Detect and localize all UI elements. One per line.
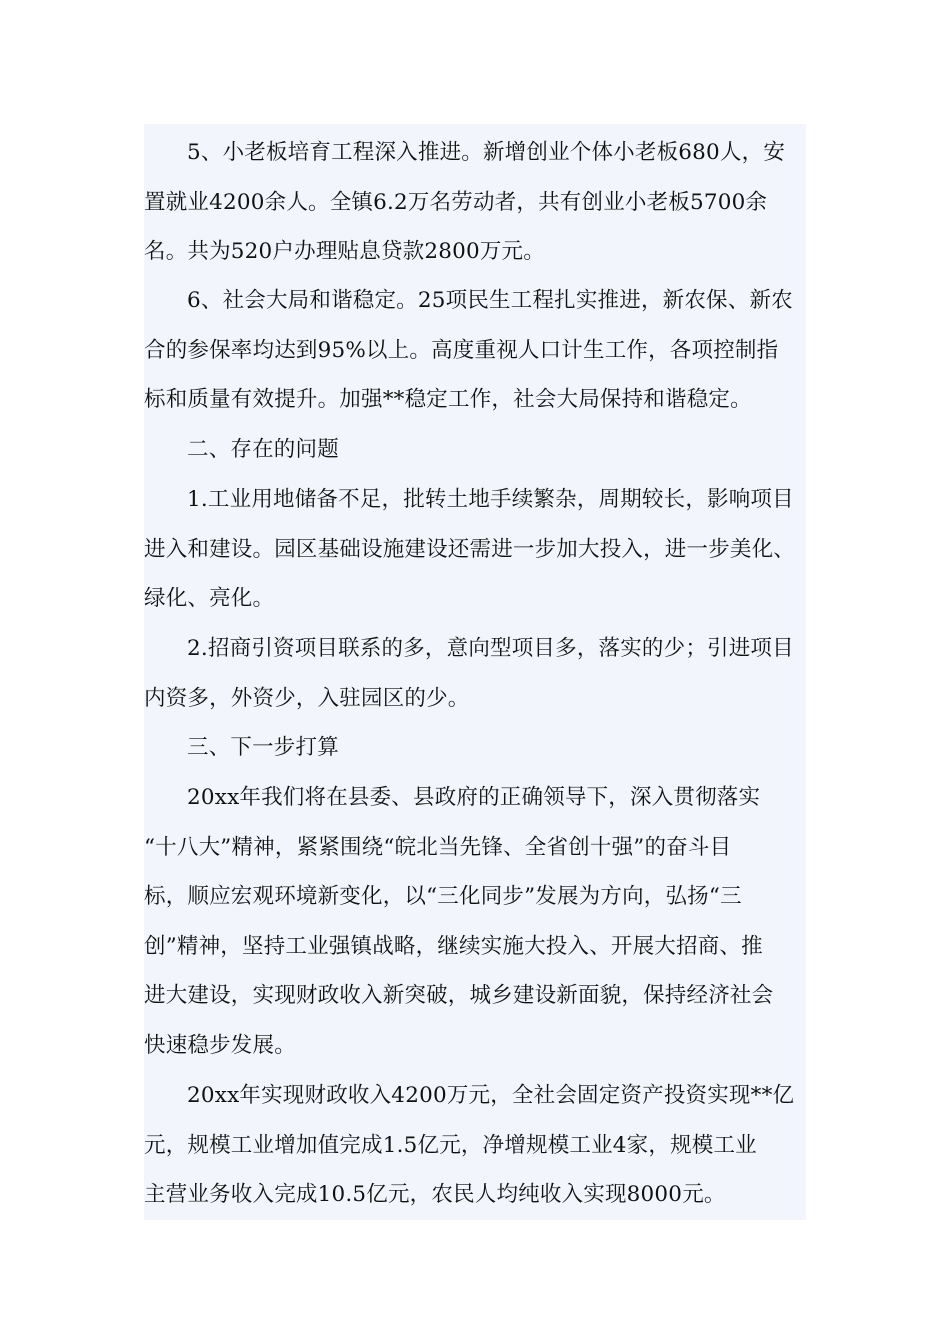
text-line: 创”精神，坚持工业强镇战略，继续实施大投入、开展大招商、推 <box>144 933 763 959</box>
text-line: 6、社会大局和谐稳定。25项民生工程扎实推进，新农保、新农 <box>187 288 793 313</box>
text-line: 三、下一步打算 <box>187 735 339 760</box>
text-line: 进大建设，实现财政收入新突破，城乡建设新面貌，保持经济社会 <box>144 983 774 1009</box>
text-line: 标，顺应宏观环境新变化，以“三化同步”发展为方向，弘扬“三 <box>144 884 742 910</box>
text-line: 名。共为520户办理贴息贷款2800万元。 <box>144 239 545 265</box>
paragraph-plan <box>144 773 806 1071</box>
text-line: 进入和建设。园区基础设施建设还需进一步加大投入，进一步美化、 <box>144 536 796 562</box>
paragraph-problem-2 <box>144 624 806 723</box>
text-line: 二、存在的问题 <box>187 437 339 462</box>
paragraph-targets <box>144 1071 806 1220</box>
paragraph-small-boss <box>144 128 806 277</box>
text-line: 元，规模工业增加值完成1.5亿元，净增规模工业4家，规模工业 <box>144 1132 757 1158</box>
text-line: 快速稳步发展。 <box>144 1032 296 1058</box>
text-line: 绿化、亮化。 <box>144 586 275 612</box>
paragraph-problem-1 <box>144 475 806 624</box>
text-line: 内资多，外资少，入驻园区的少。 <box>144 685 470 711</box>
text-line: 20xx年实现财政收入4200万元，全社会固定资产投资实现**亿 <box>187 1083 795 1108</box>
text-line: 1.工业用地储备不足，批转土地手续繁杂，周期较长，影响项目 <box>187 487 794 512</box>
text-line: 5、小老板培育工程深入推进。新增创业个体小老板680人，安 <box>187 140 786 165</box>
text-line: “十八大”精神，紧紧围绕“皖北当先锋、全省创十强”的奋斗目 <box>144 834 732 860</box>
section-heading-problems <box>144 425 806 475</box>
text-line: 2.招商引资项目联系的多，意向型项目多，落实的少；引进项目 <box>187 636 794 661</box>
text-line: 20xx年我们将在县委、县政府的正确领导下，深入贯彻落实 <box>187 785 761 810</box>
text-line: 主营业务收入完成10.5亿元，农民人均纯收入实现8000元。 <box>144 1182 726 1208</box>
paragraph-social-stability <box>144 276 806 425</box>
text-line: 标和质量有效提升。加强**稳定工作，社会大局保持和谐稳定。 <box>144 387 752 413</box>
section-heading-next-steps <box>144 723 806 773</box>
text-line: 置就业4200余人。全镇6.2万名劳动者，共有创业小老板5700余 <box>144 189 768 215</box>
text-line: 合的参保率均达到95%以上。高度重视人口计生工作，各项控制指 <box>144 337 779 363</box>
